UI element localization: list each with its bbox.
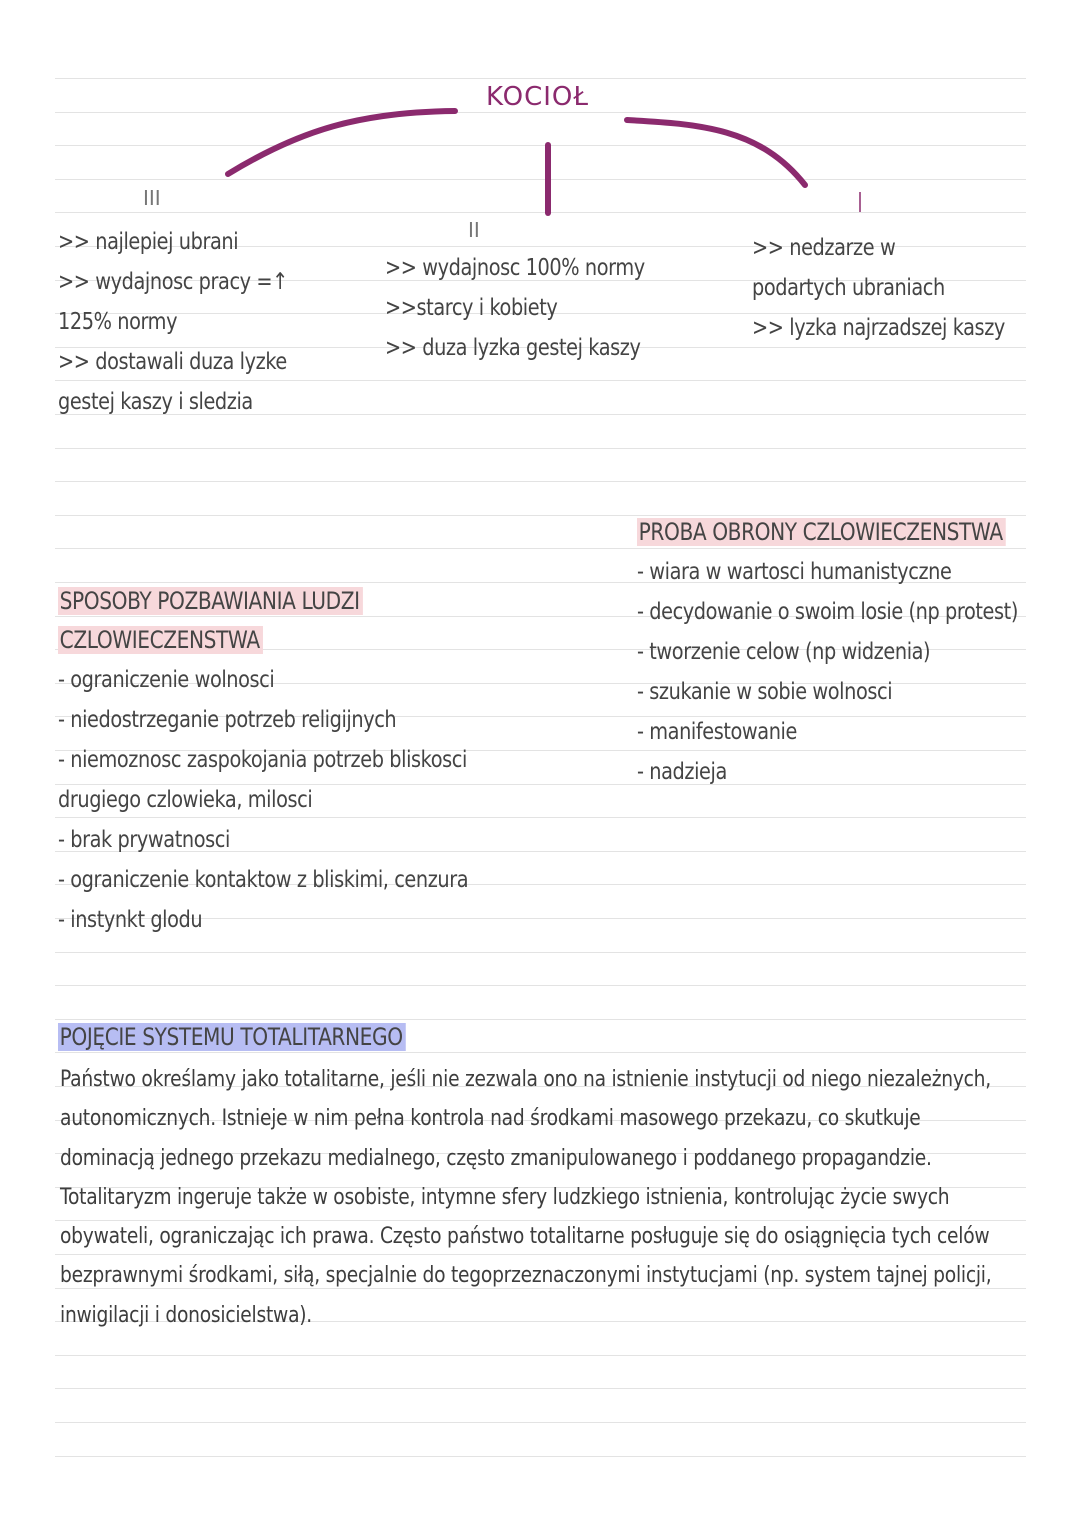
list-item: drugiego czlowieka, milosci: [58, 787, 313, 813]
section-heading: SPOSOBY POZBAWIANIA LUDZI: [58, 587, 363, 615]
section-proba: [637, 513, 1018, 792]
ruled-line: [55, 1388, 1026, 1389]
list-item: - niemoznosc zaspokojania potrzeb bliskosci: [58, 747, 467, 773]
list-item: >> lyzka najrzadszej kaszy: [752, 315, 1005, 341]
section-heading: CZLOWIECZENSTWA: [58, 626, 263, 654]
right-branch: [627, 120, 805, 185]
list-item: >> najlepiej ubrani: [58, 229, 239, 255]
list-item: >> duza lyzka gestej kaszy: [385, 335, 641, 361]
list-item: - decydowanie o swoim losie (np protest): [637, 599, 1018, 625]
list-item: >> nedzarze w: [752, 235, 896, 261]
section-pojecie: [58, 1018, 406, 1057]
list-item: - ograniczenie wolnosci: [58, 667, 275, 693]
list-item: - ograniczenie kontaktow z bliskimi, cenzura: [58, 867, 469, 893]
list-item: 125% normy: [58, 309, 178, 335]
list-item: - niedostrzeganie potrzeb religijnych: [58, 707, 397, 733]
list-item: >> dostawali duza lyzke: [58, 349, 287, 375]
group-middle-list: [385, 248, 645, 368]
section-sposoby: [58, 582, 468, 940]
list-item: - wiara w wartosci humanistyczne: [637, 559, 952, 585]
list-item: podartych ubraniach: [752, 275, 945, 301]
section-heading: PROBA OBRONY CZLOWIECZENSTWA: [637, 518, 1006, 546]
ruled-line: [55, 1422, 1026, 1423]
paragraph-line: dominacją jednego przekazu medialnego, często zmanipulowanego i poddanego propagandzie.: [60, 1144, 932, 1171]
paragraph-line: bezprawnymi środkami, siłą, specjalnie do tegoprzeznaczonymi instytucjami (np. system tajnej policji,: [60, 1262, 992, 1289]
ruled-line: [55, 481, 1026, 482]
rank-label-middle: II: [468, 218, 480, 242]
list-item: >> wydajnosc 100% normy: [385, 255, 645, 281]
paragraph-line: inwigilacji i donosicielstwa).: [60, 1301, 312, 1328]
list-item: - szukanie w sobie wolnosci: [637, 679, 893, 705]
rank-label-right: [856, 186, 862, 210]
list-item: - manifestowanie: [637, 719, 797, 745]
ruled-line: [55, 985, 1026, 986]
paragraph-line: Państwo określamy jako totalitarne, jeśli nie zezwala ono na istnienie instytucji od niego niezależnych,: [60, 1066, 991, 1092]
list-item: - instynkt glodu: [58, 907, 203, 933]
ruled-line: [55, 952, 1026, 953]
list-item: - nadzieja: [637, 759, 727, 785]
hierarchy-branches: [0, 0, 1080, 230]
ruled-line: [55, 448, 1026, 449]
ruled-line: [55, 1355, 1026, 1356]
definition-paragraph: [60, 1060, 1060, 1335]
list-item: - tworzenie celow (np widzenia): [637, 639, 931, 665]
paragraph-line: Totalitaryzm ingeruje także w osobiste, intymne sfery ludzkiego istnienia, kontrolując życie swych: [60, 1183, 950, 1210]
left-branch: [228, 111, 455, 174]
ruled-line: [55, 1456, 1026, 1457]
list-item: gestej kaszy i sledzia: [58, 389, 253, 415]
rank-label-left: III: [143, 186, 161, 210]
group-right-list: [752, 228, 1005, 348]
page-title: KOCIOŁ: [486, 82, 589, 112]
paragraph-line: autonomicznych. Istnieje w nim pełna kontrola nad środkami masowego przekazu, co skutkuje: [60, 1105, 921, 1132]
list-item: >> wydajnosc pracy =↑: [58, 269, 288, 295]
paragraph-line: obywateli, ograniczając ich prawa. Często państwo totalitarne posługuje się do osiągnięcia tych celów: [60, 1223, 990, 1250]
list-item: - brak prywatnosci: [58, 827, 230, 853]
section-heading: POJĘCIE SYSTEMU TOTALITARNEGO: [58, 1023, 406, 1051]
list-item: >>starcy i kobiety: [385, 295, 558, 321]
group-left-list: [58, 222, 288, 422]
